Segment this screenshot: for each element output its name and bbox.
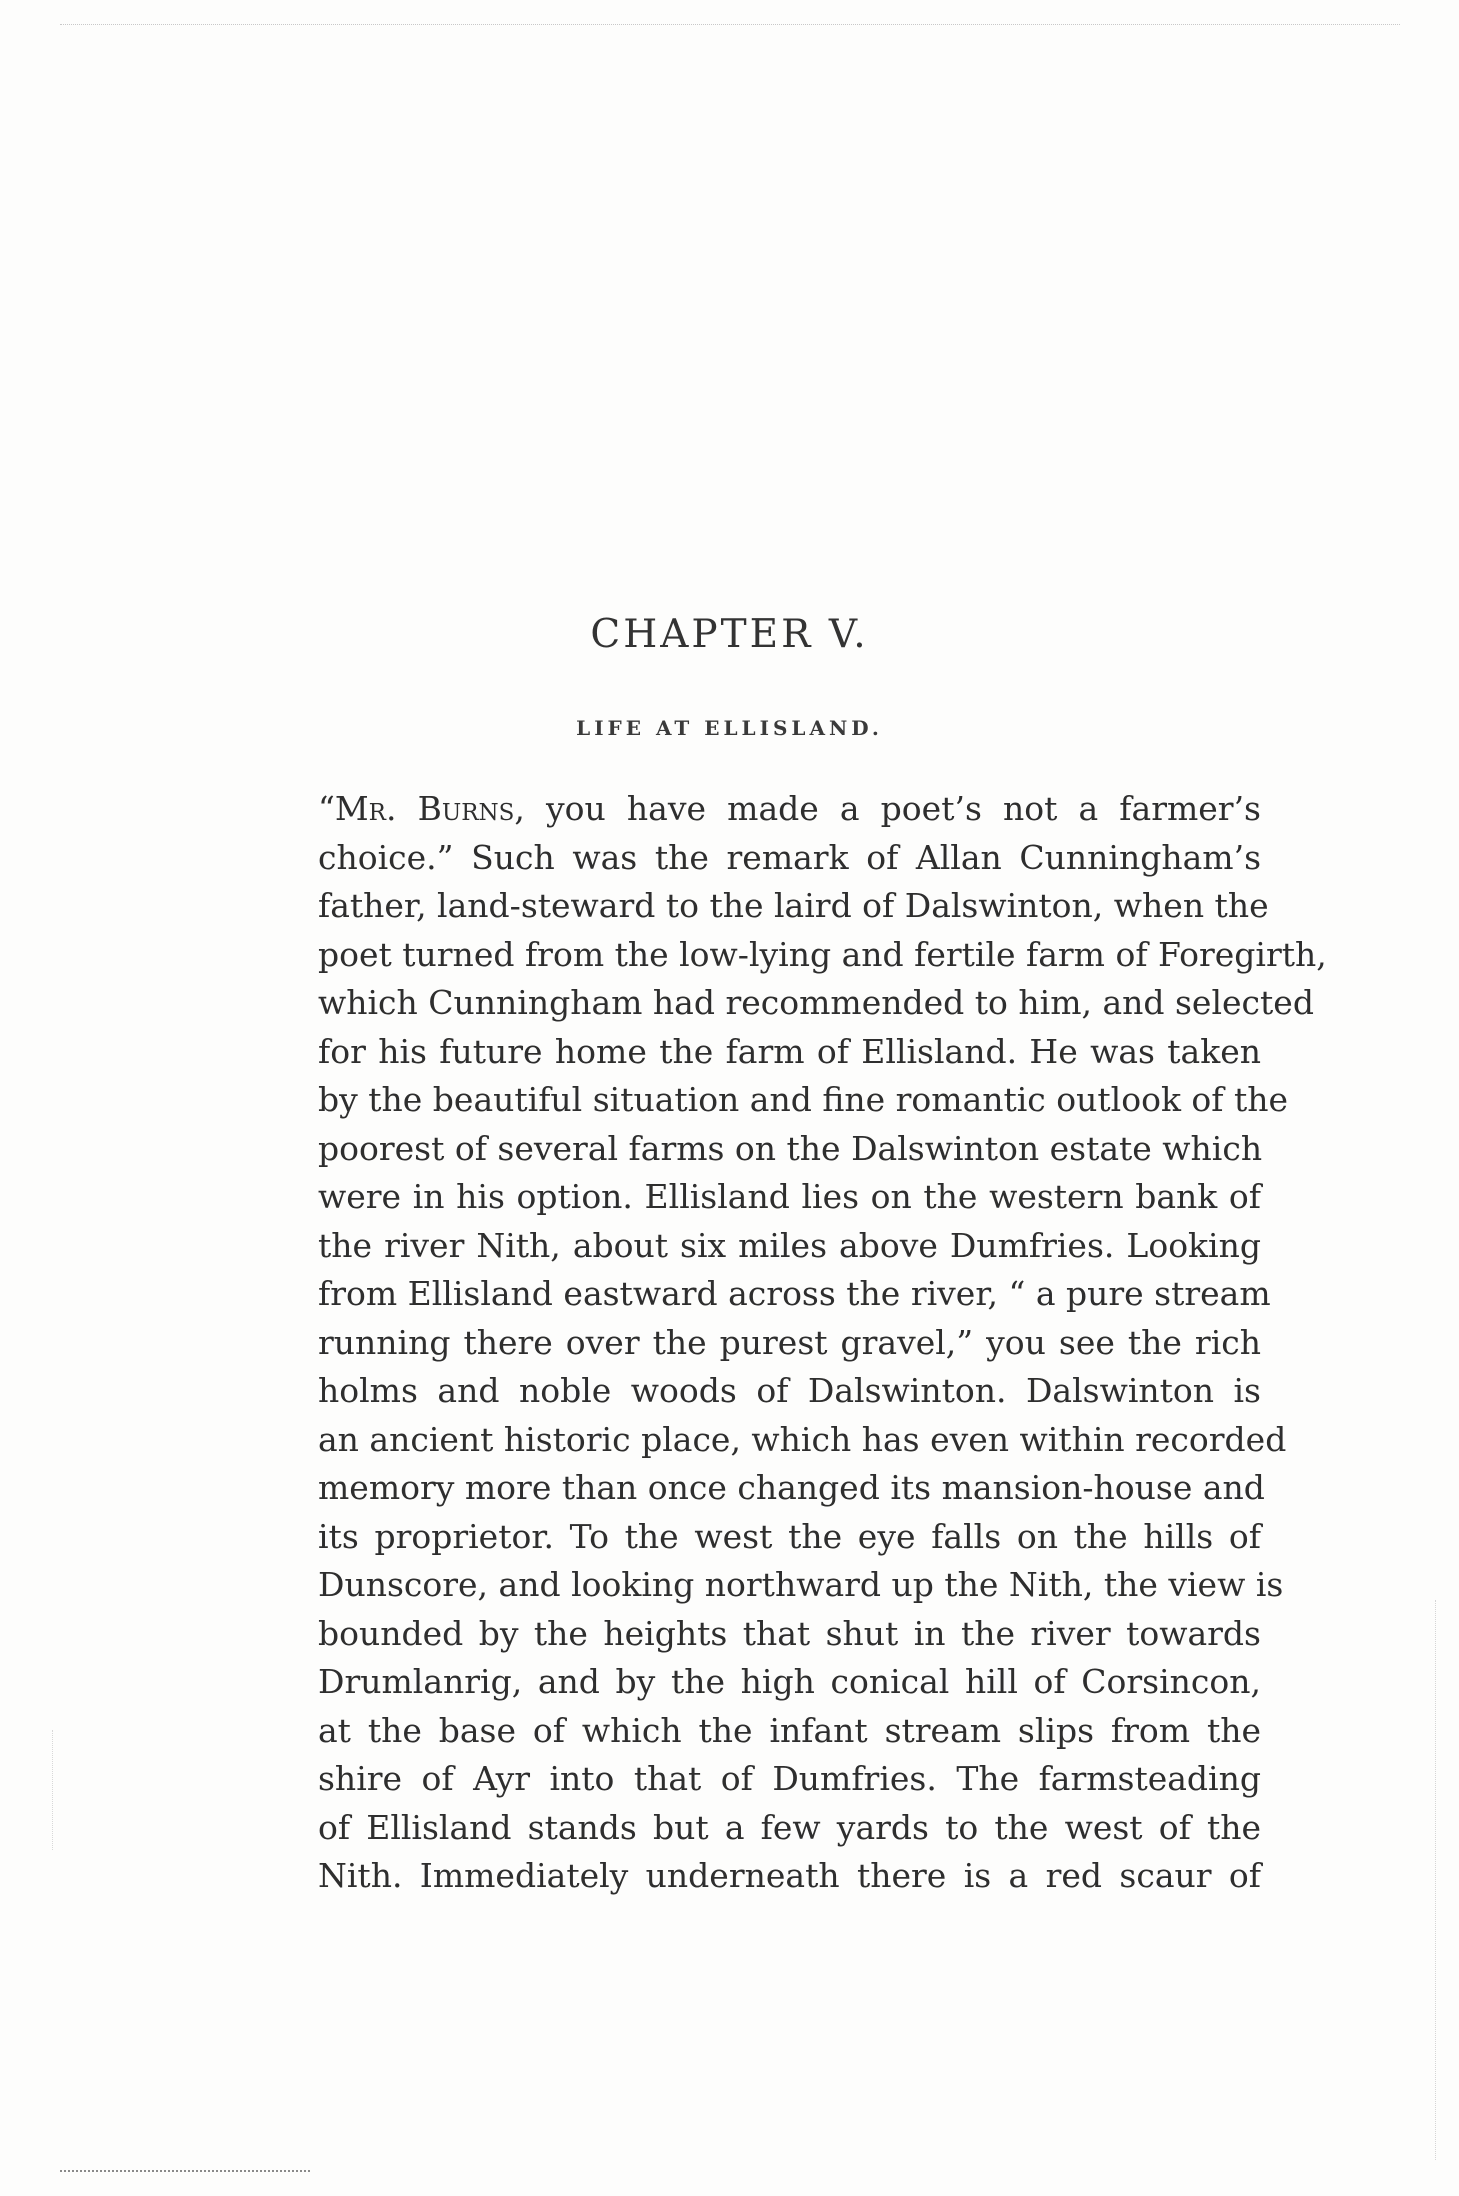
text-line: the river Nith, about six miles above Dumfries. Looking: [318, 1225, 1261, 1265]
text-line: at the base of which the infant stream slips from the: [318, 1710, 1261, 1750]
scan-artifact-left: [52, 1730, 54, 1850]
text-line-1: [318, 785, 1261, 834]
text-line: choice.” Such was the remark of Allan Cunningham’s: [318, 837, 1261, 877]
chapter-title: CHAPTER V.: [590, 612, 869, 657]
text-line: from Ellisland eastward across the river, “ a pure stream: [318, 1274, 1271, 1313]
text-line: which Cunningham had recommended to him, and selected: [318, 983, 1314, 1022]
text-line: father, land-steward to the laird of Dalswinton, when the: [318, 886, 1269, 925]
text-line: holms and noble woods of Dalswinton. Dalswinton is: [318, 1371, 1261, 1410]
scan-artifact-top: [60, 24, 1400, 27]
text-line: for his future home the farm of Ellisland. He was taken: [318, 1031, 1261, 1071]
text-line: running there over the purest gravel,” you see the rich: [318, 1322, 1261, 1362]
text-line: Dunscore, and looking northward up the Nith, the view is: [318, 1565, 1284, 1604]
text-line: an ancient historic place, which has even within recorded: [318, 1419, 1287, 1459]
text-line: poorest of several farms on the Dalswinton estate which: [318, 1128, 1263, 1168]
text-line: by the beautiful situation and fine romantic outlook of the: [318, 1080, 1289, 1119]
text-line: were in his option. Ellisland lies on the western bank of: [318, 1177, 1261, 1216]
text-line: poet turned from the low-lying and fertile farm of Foregirth,: [318, 934, 1327, 974]
body-text: [318, 785, 1327, 1901]
first-line-rest: you have made a poet’s not a farmer’s: [524, 789, 1261, 828]
text-line: bounded by the heights that shut in the river towards: [318, 1613, 1261, 1653]
text-line: of Ellisland stands but a few yards to the west of the: [318, 1807, 1261, 1847]
text-line: shire of Ayr into that of Dumfries. The farmsteading: [318, 1759, 1261, 1798]
open-quote: “: [318, 789, 335, 828]
text-line: Nith. Immediately underneath there is a red scaur of: [318, 1856, 1261, 1895]
text-line: memory more than once changed its mansion-house and: [318, 1468, 1265, 1507]
scan-artifact-bottom: [60, 2170, 310, 2174]
scan-artifact-right: [1435, 1600, 1437, 2160]
chapter-subtitle: LIFE AT ELLISLAND.: [576, 716, 883, 740]
text-line: its proprietor. To the west the eye falls on the hills of: [318, 1516, 1261, 1556]
text-line: Drumlanrig, and by the high conical hill of Corsincon,: [318, 1662, 1261, 1701]
mr-burns-smallcaps: Mr. Burns,: [334, 789, 525, 828]
